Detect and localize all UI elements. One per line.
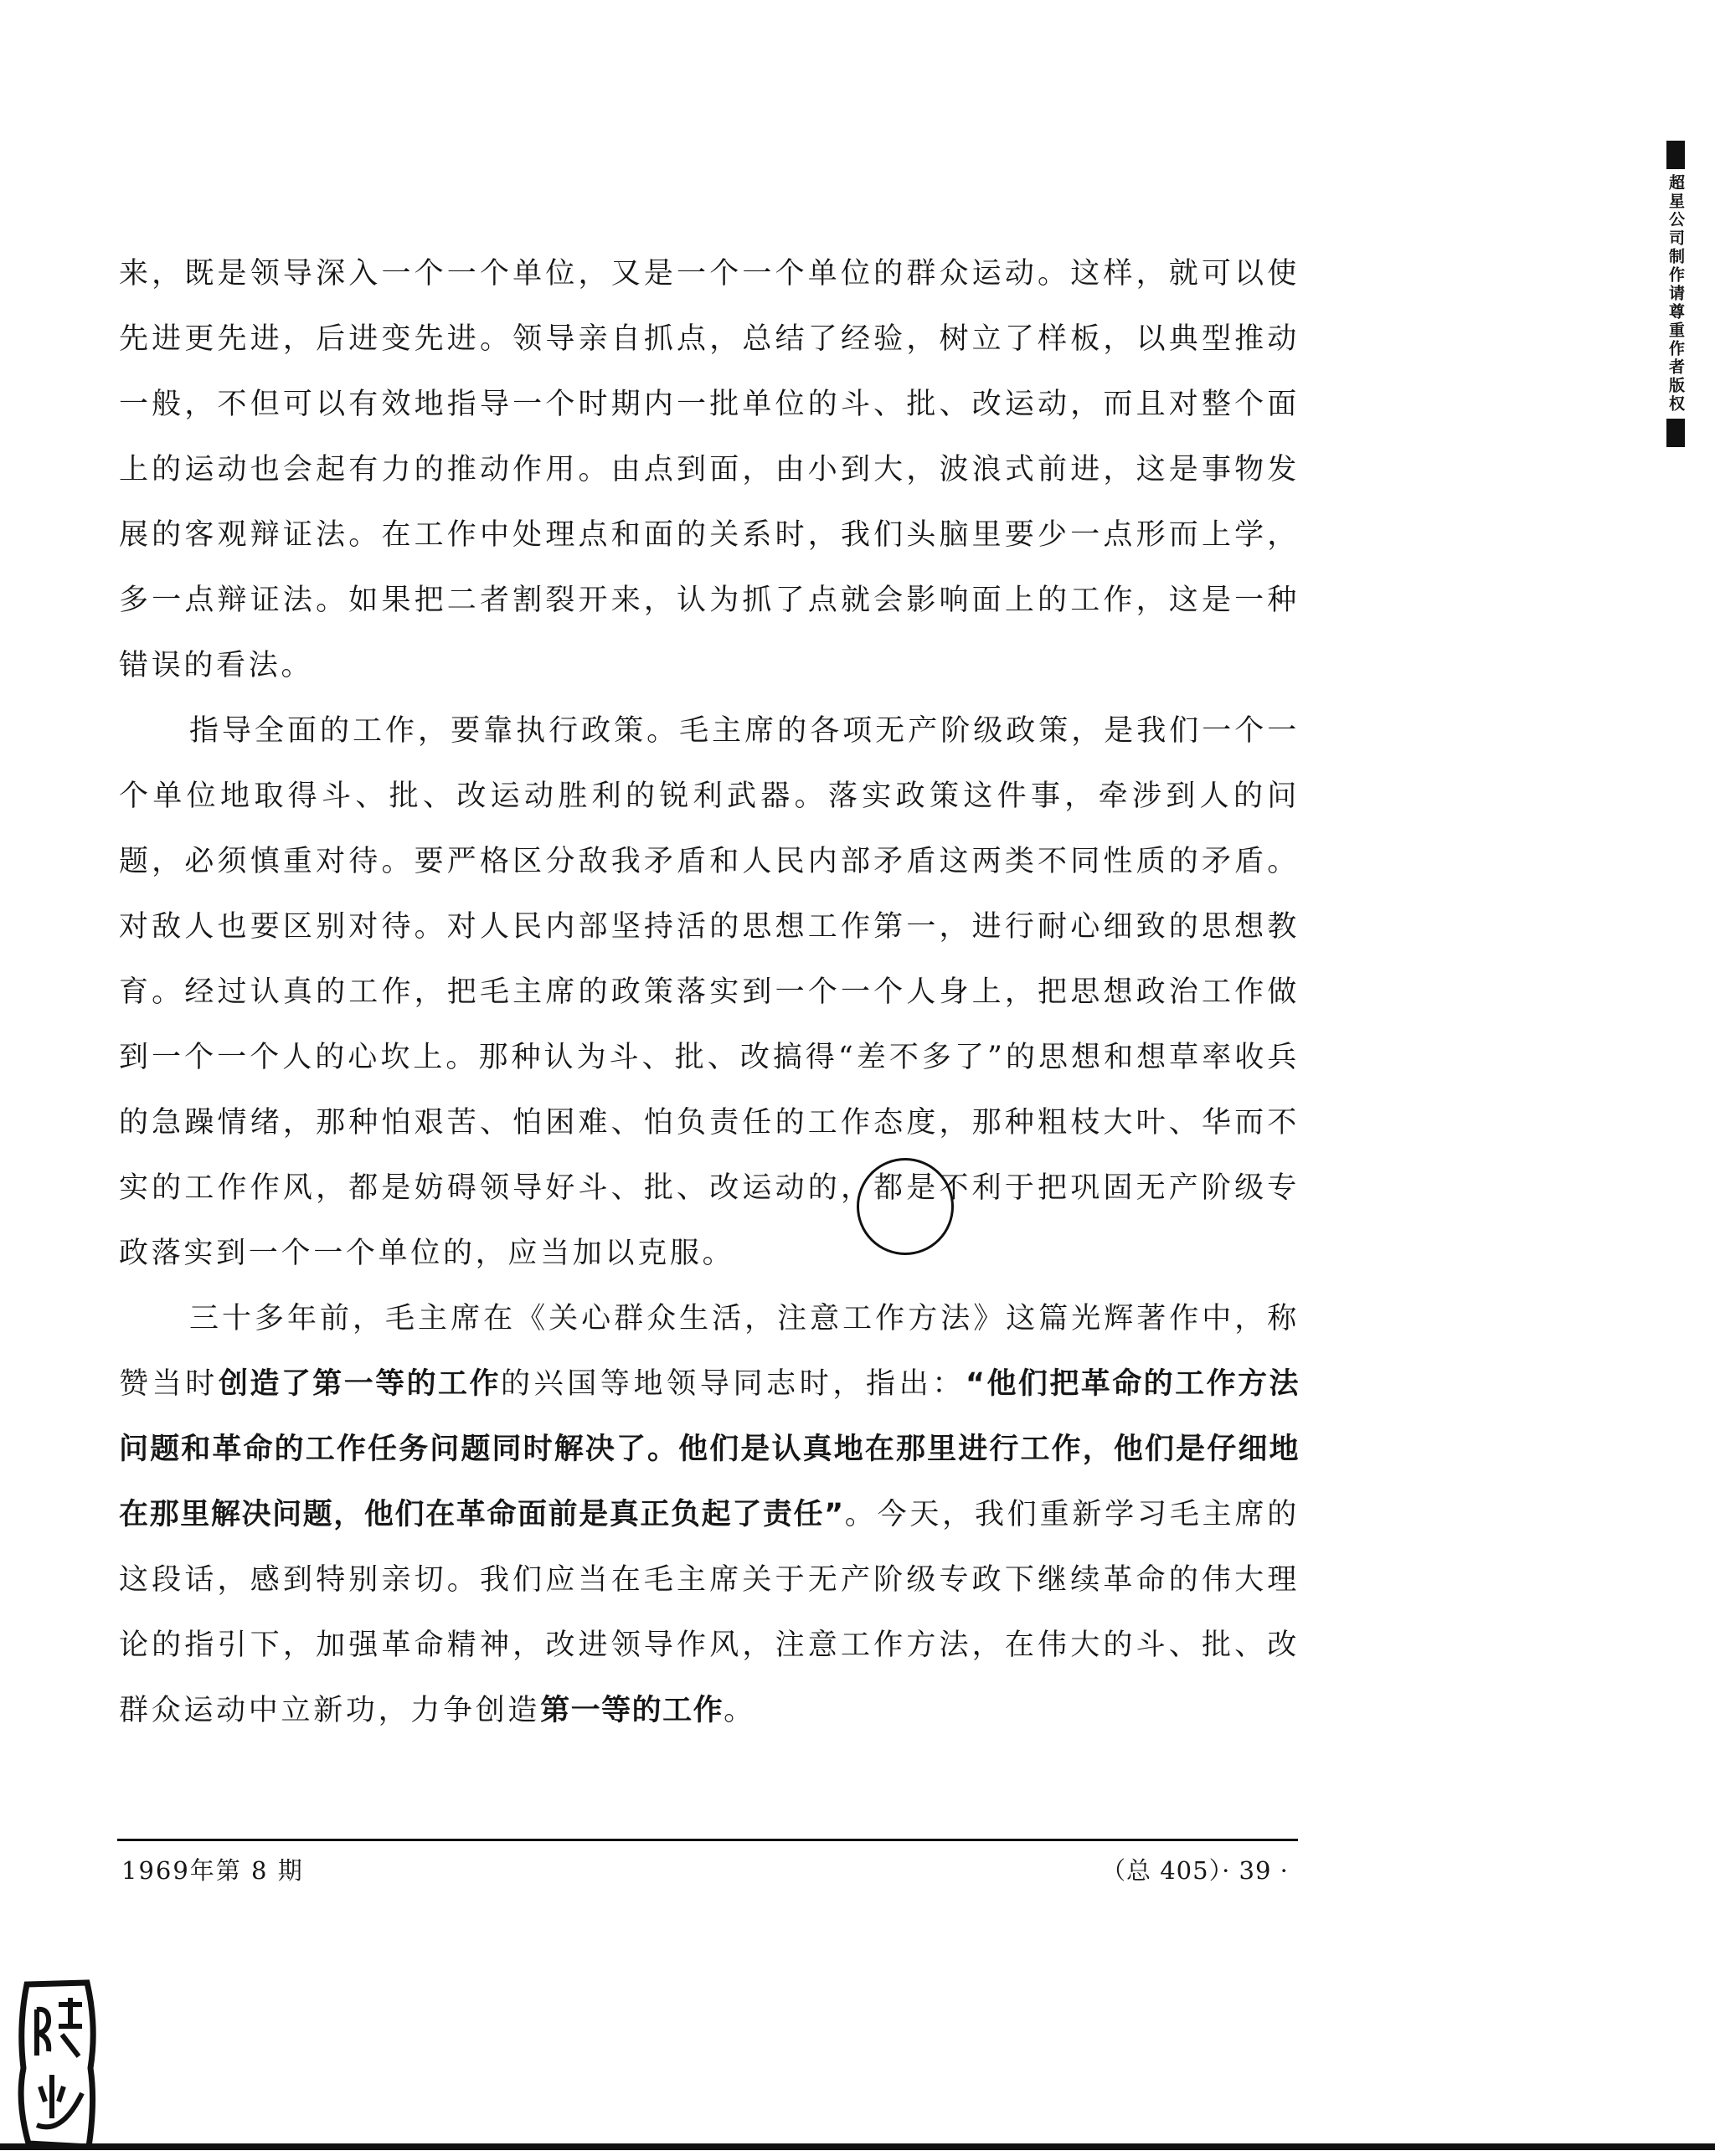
emphasized-text: “他们把革命的工作方法问题和革命的工作任务问题同时解决了。他们是认真地在那里进行工作，他们是仔细地在那里解决问题，他们在革命面前是真正负起了责任” bbox=[119, 1367, 1300, 1531]
text-run: 。今天，我们重新学习毛主席的这段话，感到特别亲切。我们应当在毛主席关于无产阶级专政下继续革命的伟大理论的指引下，加强革命精神，改进领导作风，注意工作方法，在伟大的斗、批、改群众运动中立新功，力争创造 bbox=[119, 1498, 1300, 1727]
text-run: 的兴国等地领导同志时，指出： bbox=[500, 1367, 966, 1401]
text-run: 。 bbox=[724, 1694, 756, 1727]
watermark-text: 超星公司制作请尊重作者版权 bbox=[1666, 174, 1685, 414]
emphasized-text: 第一等的工作 bbox=[540, 1694, 724, 1727]
issue-label: 1969年第 8 期 bbox=[121, 1856, 304, 1885]
copyright-watermark bbox=[1665, 141, 1692, 447]
text-run: 三十多年前，毛主席在《关心群众生活，注意工作方法》这篇光辉著作中，称赞当时 bbox=[119, 1302, 1300, 1401]
article-body bbox=[119, 241, 1300, 1743]
paragraph bbox=[119, 698, 1300, 1286]
page-number: （总 405）· 39 · bbox=[1101, 1856, 1289, 1885]
emphasized-text: 创造了第一等的工作 bbox=[218, 1367, 501, 1401]
watermark-bar-top bbox=[1666, 141, 1685, 169]
text-run: 来，既是领导深入一个一个单位，又是一个一个单位的群众运动。这样，就可以使先进更先进，后进变先进。领导亲自抓点，总结了经验，树立了样板，以典型推动一般，不但可以有效地指导一个时期内一批单位的斗、批、改运动，而且对整个面上的运动也会起有力的推动作用。由点到面，由小到大，波浪式前进，这是事物发展的客观辩证法。在工作中处理点和面的关系时，我们头脑里要少一点形而上学，多一点辩证法。如果把二者割裂开来，认为抓了点就会影响面上的工作，这是一种错误的看法。 bbox=[119, 257, 1300, 682]
bottom-border bbox=[0, 2143, 1715, 2150]
paragraph bbox=[119, 241, 1300, 698]
watermark-bar-bottom bbox=[1666, 419, 1685, 447]
circled-annotation-text: 都是 bbox=[873, 1171, 939, 1205]
seal-stamp bbox=[12, 1976, 104, 2152]
text-run: 指导全面的工作，要靠执行政策。毛主席的各项无产阶级政策，是我们一个一个单位地取得斗、批、改运动胜利的锐利武器。落实政策这件事，牵涉到人的问题，必须慎重对待。要严格区分敌我矛盾和人民内部矛盾这两类不同性质的矛盾。对敌人也要区别对待。对人民内部坚持活的思想工作第一，进行耐心细致的思想教育。经过认真的工作，把毛主席的政策落实到一个一个人身上，把思想政治工作做到一个一个人的心坎上。那种认为斗、批、改搞得“差不多了”的思想和想草率收兵的急躁情绪，那种怕艰苦、怕困难、怕负责任的工作态度，那种粗枝大叶、华而不实的工作作风，都是妨碍领导好斗、批、改运动的， bbox=[119, 714, 1300, 1205]
text-run: 不利于把巩固无产阶级专政落实到一个一个单位的，应当加以克服。 bbox=[119, 1171, 1300, 1270]
paragraph bbox=[119, 1286, 1300, 1743]
footer-divider bbox=[117, 1839, 1298, 1841]
